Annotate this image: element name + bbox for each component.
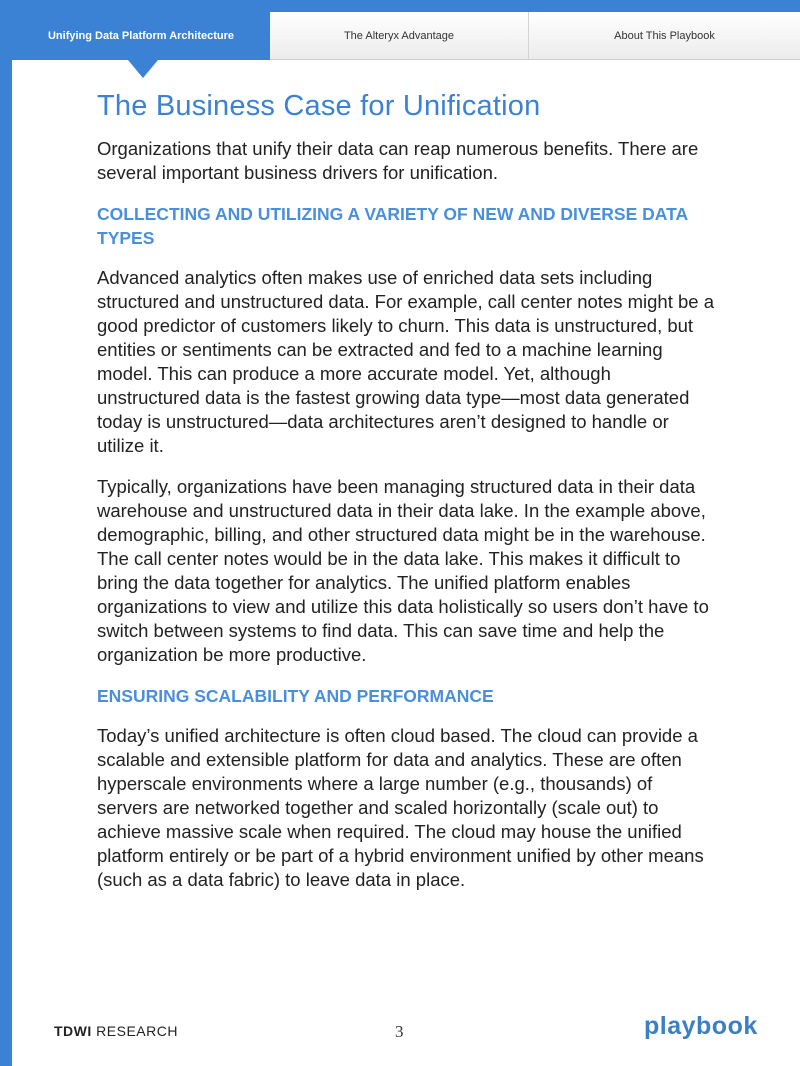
page-number: 3 bbox=[395, 1022, 404, 1041]
footer-brand bbox=[54, 1023, 178, 1039]
body-paragraph: Today’s unified architecture is often cloud based. The cloud can provide a scalable and extensible platform for data and analytics. These are often hyperscale environments where a large number (e.g., thousands) of servers are networked together and scaled horizontally (scale out) to achieve massive scale when required. The cloud may house the unified platform entirely or be part of a hybrid environment unified by other means (such as a data fabric) to leave data in place. bbox=[97, 725, 704, 890]
tab-bar bbox=[12, 12, 800, 60]
tab-label: The Alteryx Advantage bbox=[343, 29, 455, 42]
intro-paragraph: Organizations that unify their data can reap numerous benefits. There are several important business drivers for unification. bbox=[97, 138, 699, 183]
footer-brand-bold: TDWI bbox=[54, 1023, 92, 1039]
section-heading-data-types: COLLECTING AND UTILIZING A VARIETY OF NEW AND DIVERSE DATA TYPES bbox=[97, 204, 688, 248]
tab-about-this-playbook[interactable] bbox=[529, 12, 800, 60]
page bbox=[12, 12, 800, 1066]
page-title: The Business Case for Unification bbox=[97, 90, 541, 122]
footer-brand-rest: RESEARCH bbox=[96, 1023, 178, 1039]
section-heading-scalability: ENSURING SCALABILITY AND PERFORMANCE bbox=[97, 686, 494, 706]
main-content bbox=[97, 90, 717, 909]
body-paragraph: Typically, organizations have been managing structured data in their data warehouse and unstructured data in their data lake. In the example above, demographic, billing, and other structured data might be in the warehouse. The call center notes would be in the data lake. This makes it difficult to bring the data together for analytics. The unified platform enables organizations to view and utilize this data holistically so users don’t have to switch between systems to find data. This can save time and help the organization be more productive. bbox=[97, 476, 709, 665]
tab-label: About This Playbook bbox=[614, 29, 715, 42]
tab-alteryx-advantage[interactable] bbox=[270, 12, 529, 60]
active-tab-pointer-icon bbox=[128, 60, 158, 78]
playbook-logo: playbook bbox=[644, 1012, 758, 1040]
body-paragraph: Advanced analytics often makes use of enriched data sets including structured and unstructured data. For example, call center notes might be a good predictor of customers likely to churn. This data is unstructured, but entities or sentiments can be extracted and fed to a machine learning model. This can produce a more accurate model. Yet, although unstructured data is the fastest growing data type—most data generated today is unstructured—data architectures aren’t designed to handle or utilize it. bbox=[97, 267, 714, 456]
tab-label: Unifying Data Platform Architecture bbox=[47, 30, 234, 42]
tab-unifying-data-platform-architecture[interactable] bbox=[12, 12, 270, 60]
